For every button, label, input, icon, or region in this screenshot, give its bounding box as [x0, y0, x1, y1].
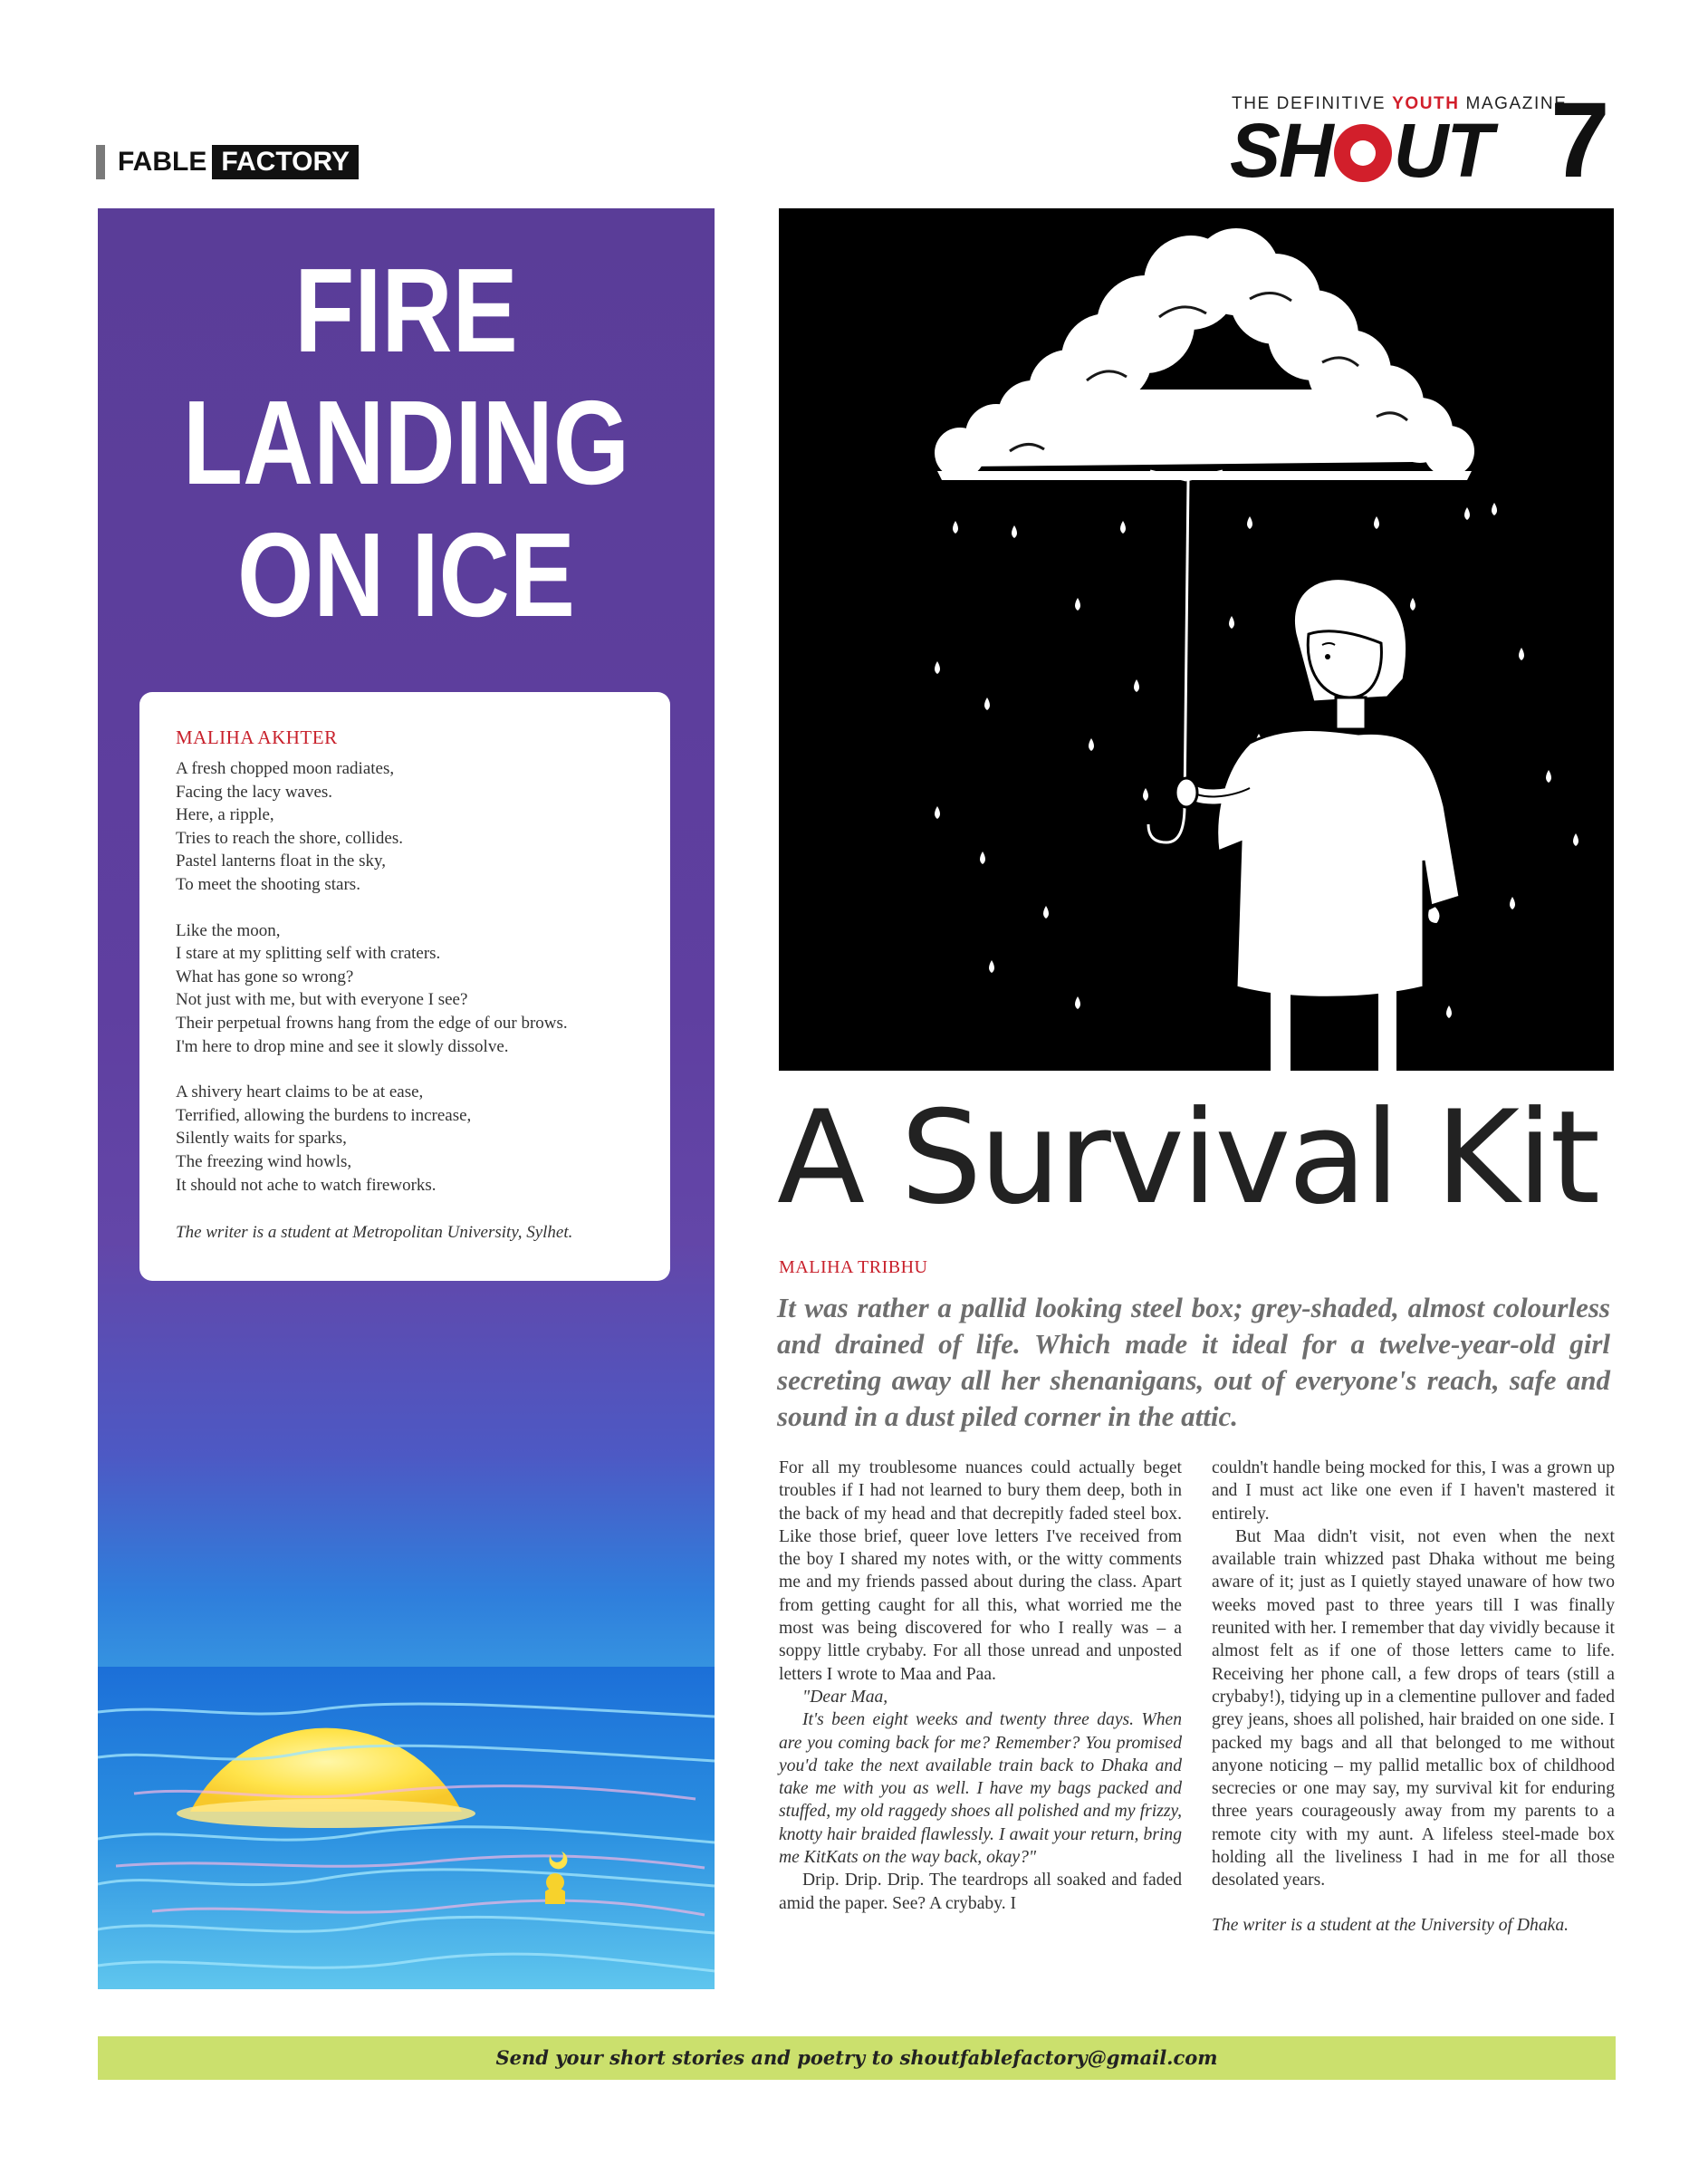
poem-line: To meet the shooting stars. — [176, 874, 360, 894]
poem-title-line: FIRE — [294, 244, 518, 377]
poem-line: Facing the lacy waves. — [176, 782, 333, 802]
sunset-sea-illustration — [98, 1567, 715, 1989]
poem-line: A shivery heart claims to be at ease, — [176, 1082, 424, 1102]
girl-with-cloud-umbrella-illustration — [779, 208, 1614, 1071]
poem-line: Silently waits for sparks, — [176, 1129, 347, 1149]
submission-banner: Send your short stories and poetry to shoutfablefactory@gmail.com — [98, 2036, 1616, 2080]
poem-line: A fresh chopped moon radiates, — [176, 759, 395, 778]
poem-line: It should not ache to watch fireworks. — [176, 1175, 437, 1195]
poem-line: Terrified, allowing the burdens to increase, — [176, 1105, 472, 1125]
story-column-2 — [1212, 1457, 1615, 1937]
brand-logo: SH UT — [1230, 108, 1492, 193]
poem-title-line: LANDING — [182, 376, 630, 509]
poem-line: Like the moon, — [176, 920, 281, 940]
story-title: A Survival Kit — [777, 1083, 1598, 1233]
poem-title-line: ON ICE — [237, 508, 575, 641]
poem-line: Here, a ripple, — [176, 805, 274, 825]
poem-footnote: The writer is a student at Metropolitan University, Sylhet. — [176, 1223, 573, 1242]
poem-card — [139, 692, 670, 1281]
letter-salutation: "Dear Maa, — [802, 1687, 888, 1707]
letter-body: It's been eight weeks and twenty three days. When are you coming back for me? Remember? You promised you'd take the next available train back to Dhaka and take me with you as well. I have my bags packed and stuffed, my old raggedy shoes all polished and my frizzy, knotty hair braided flawlessly. I await your return, bring me KitKats on the way back, okay?" — [779, 1710, 1182, 1868]
section-tag-fable: FABLE — [118, 147, 207, 177]
poem-line: Pastel lanterns float in the sky, — [176, 851, 386, 871]
story-paragraph: Drip. Drip. Drip. The teardrops all soaked and faded amid the paper. See? A crybaby. I — [779, 1871, 1182, 1913]
poem-line: Their perpetual frowns hang from the edge of our brows. — [176, 1013, 568, 1033]
poem-stanza — [176, 919, 656, 1059]
poem-stanza — [176, 757, 656, 897]
story-footnote: The writer is a student at the University of Dhaka. — [1212, 1915, 1569, 1935]
poem-author: MALIHA AKHTER — [176, 726, 338, 748]
story-paragraph: But Maa didn't visit, not even when the next available train whizzed past Dhaka without me being aware of it; just as I quietly stayed unaware of how two weeks moved past to three years till I was finally reunited with her. I remember that day vividly because it almost felt as if one of those letters came to life. Receiving her phone call, a few drops of tears (still a crybaby!), tidying up in a clementine pullover and faded grey jeans, shoes all polished, hair braided on one side. I packed my bags and all that belonged to me without anyone noticing – my pallid metallic box of childhood secrecies or one may say, my survival kit for enduring three years courageously away from my parents to a remote city with my aunt. A lifeless steel-made box holding all the liveliness I had in me for all those desolated years. — [1212, 1526, 1615, 1890]
poem-line: Tries to reach the shore, collides. — [176, 828, 403, 848]
masthead-logo — [1230, 94, 1568, 193]
page-number: 7 — [1550, 81, 1610, 200]
masthead-tagline: THE DEFINITIVE YOUTH MAGAZINE — [1232, 94, 1568, 113]
poem-line: I stare at my splitting self with craters. — [176, 944, 441, 964]
section-tag — [96, 145, 359, 179]
poem-line: I'm here to drop mine and see it slowly dissolve. — [176, 1036, 509, 1056]
poem-line: The freezing wind howls, — [176, 1151, 352, 1171]
story-paragraph: couldn't handle being mocked for this, I was a grown up and I must act like one even if I haven't mastered it entirely. — [1212, 1458, 1615, 1524]
section-tag-factory: FACTORY — [212, 145, 359, 179]
poem-line: Not just with me, but with everyone I see? — [176, 990, 468, 1010]
poem-stanza — [176, 1081, 656, 1197]
story-lede: It was rather a pallid looking steel box; grey-shaded, almost colourless and drained of life. Which made it ideal for a twelve-year-old girl secreting away all her shenanigans, out of everyone's reach, safe and sound in a dust piled corner in the attic. — [777, 1292, 1610, 1432]
story-column-1 — [779, 1457, 1182, 1915]
poem-body — [176, 757, 656, 1219]
poem-line: What has gone so wrong? — [176, 967, 354, 986]
poem-panel — [98, 208, 715, 1989]
section-tag-bar — [96, 145, 105, 179]
story-paragraph: For all my troublesome nuances could actually beget troubles if I had not learned to bury them deep, both in the back of my head and that decrepitly faded steel box. Like those brief, queer love letters I've received from the boy I shared my notes with, or the witty comments me and my friends passed about during the class. Apart from getting caught for all this, what worried me the most was being discovered for who I really was – a soppy little crybaby. For all those unread and unposted letters I wrote to Maa and Paa. — [779, 1458, 1182, 1684]
brand-eye-icon — [1334, 124, 1392, 182]
poem-title — [153, 245, 658, 641]
story-author: MALIHA TRIBHU — [779, 1257, 928, 1277]
